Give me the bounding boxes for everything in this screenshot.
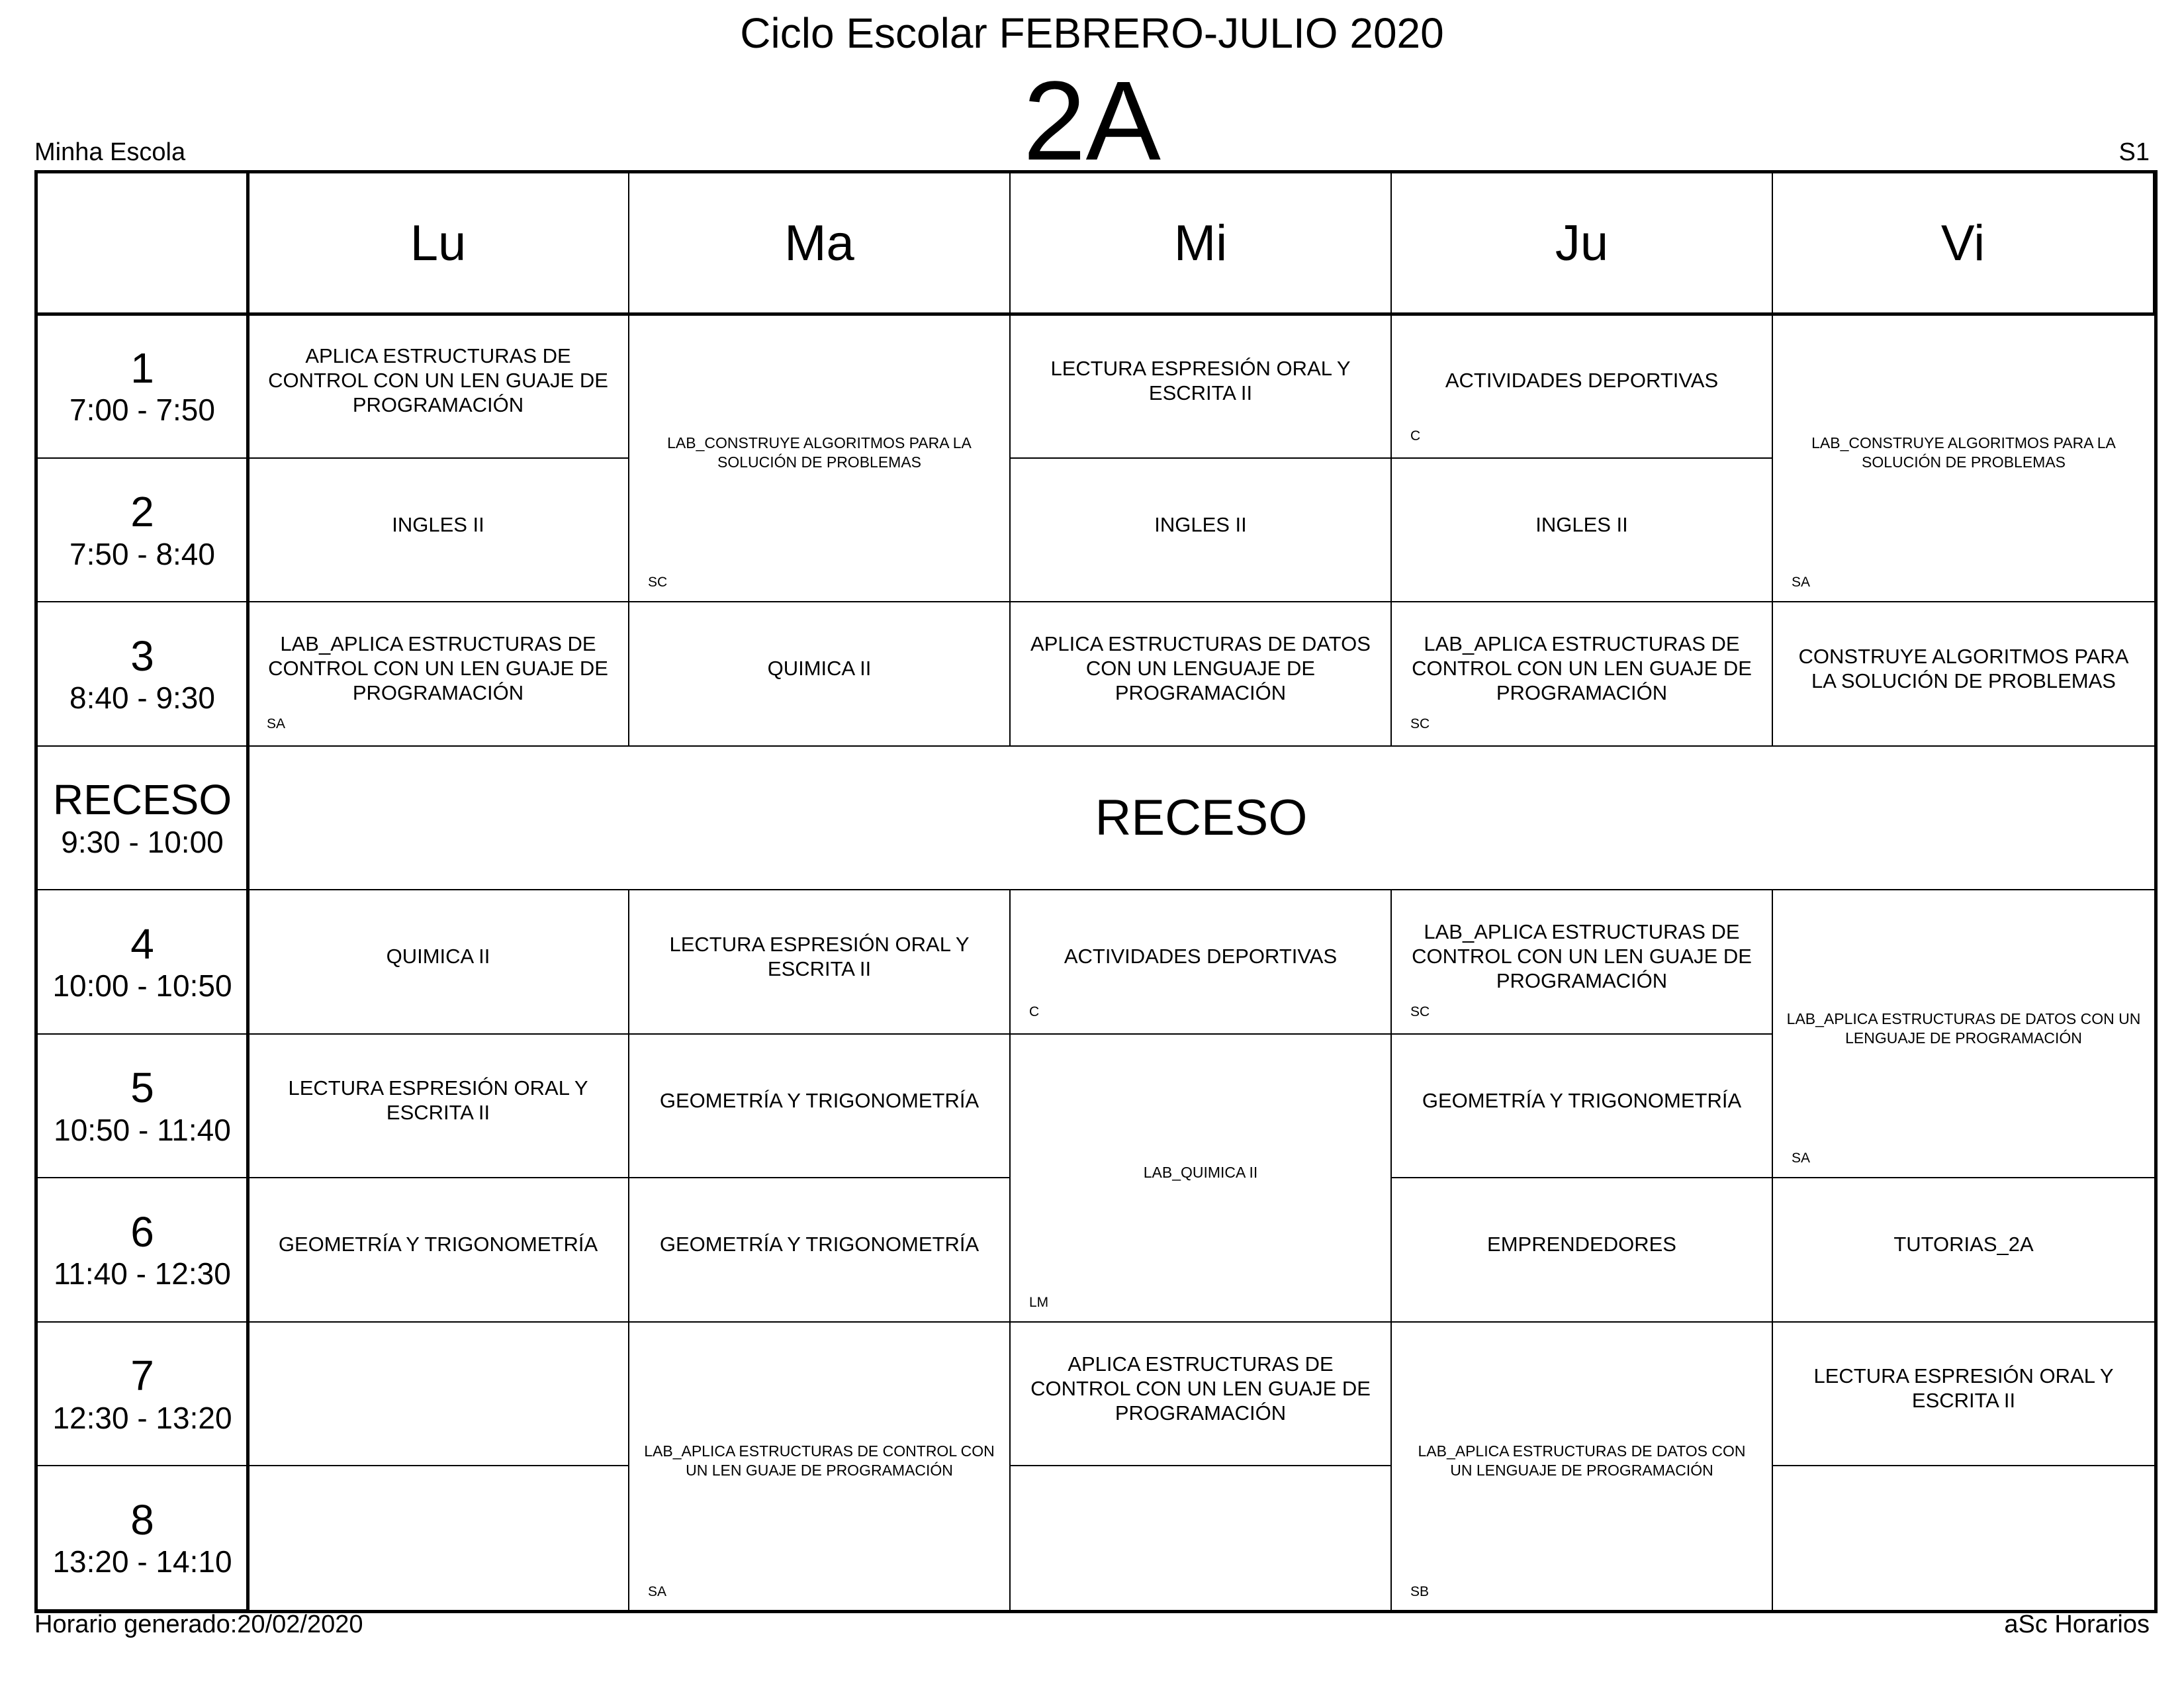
lesson-cell[interactable] (248, 602, 629, 747)
lesson-cell[interactable] (1392, 602, 1773, 747)
lesson-cell[interactable] (248, 314, 629, 459)
timetable-grid (34, 170, 2158, 1613)
lesson-subject: LECTURA ESPRESIÓN ORAL Y ESCRITA II (1050, 356, 1351, 404)
lesson-room: SA (1792, 575, 1811, 590)
period-number: 3 (130, 632, 154, 680)
period-label (38, 459, 248, 603)
sheet-code: S1 (2118, 138, 2150, 166)
period-time: 11:40 - 12:30 (54, 1256, 231, 1291)
period-label (38, 314, 248, 459)
lesson-subject: LAB_QUIMICA II (1143, 1163, 1258, 1181)
lesson-subject: LAB_APLICA ESTRUCTURAS DE CONTROL CON UN LEN GUAJE DE PROGRAMACIÓN (1412, 920, 1752, 993)
lesson-cell[interactable] (1011, 1323, 1392, 1467)
period-time: 9:30 - 10:00 (61, 824, 224, 859)
period-time: 10:00 - 10:50 (52, 968, 232, 1004)
period-time: 13:20 - 14:10 (52, 1544, 232, 1579)
lesson-cell[interactable] (629, 314, 1011, 602)
empty-lesson-cell[interactable] (1773, 1466, 2154, 1611)
lesson-subject: QUIMICA II (767, 657, 872, 680)
lesson-cell[interactable] (248, 1035, 629, 1179)
period-label (38, 1466, 248, 1611)
lesson-subject: LAB_APLICA ESTRUCTURAS DE CONTROL CON UN LEN GUAJE DE PROGRAMACIÓN (1412, 632, 1752, 705)
lesson-cell[interactable] (1011, 1035, 1392, 1323)
lesson-subject: GEOMETRÍA Y TRIGONOMETRÍA (1422, 1088, 1742, 1112)
lesson-subject: APLICA ESTRUCTURAS DE CONTROL CON UN LEN GUAJE DE PROGRAMACIÓN (1030, 1352, 1371, 1425)
header-row-divider (38, 312, 2154, 316)
recess-band (248, 747, 2154, 891)
lesson-cell[interactable] (1773, 314, 2154, 602)
day-label: Ma (784, 215, 854, 271)
empty-lesson-cell[interactable] (248, 1466, 629, 1611)
period-number: 1 (130, 344, 154, 392)
lesson-room: SA (1792, 1150, 1811, 1166)
day-label: Vi (1940, 215, 1985, 271)
lesson-subject: GEOMETRÍA Y TRIGONOMETRÍA (659, 1088, 979, 1112)
lesson-subject: LECTURA ESPRESIÓN ORAL Y ESCRITA II (288, 1076, 588, 1125)
lesson-cell[interactable] (1773, 890, 2154, 1178)
lesson-subject: INGLES II (1154, 512, 1247, 536)
day-header-lu (248, 173, 629, 314)
generated-date: Horario generado:20/02/2020 (34, 1611, 363, 1638)
lesson-cell[interactable] (248, 1178, 629, 1323)
period-label (38, 602, 248, 747)
school-name: Minha Escola (34, 138, 186, 166)
period-number: 2 (130, 488, 154, 536)
lesson-subject: TUTORIAS_2A (1893, 1233, 2034, 1256)
period-time: 10:50 - 11:40 (54, 1112, 231, 1147)
lesson-cell[interactable] (248, 890, 629, 1035)
lesson-room: SB (1410, 1583, 1430, 1599)
day-header-ma (629, 173, 1011, 314)
lesson-cell[interactable] (248, 459, 629, 603)
lesson-subject: APLICA ESTRUCTURAS DE CONTROL CON UN LEN GUAJE DE PROGRAMACIÓN (268, 344, 608, 417)
lesson-cell[interactable] (1773, 1178, 2154, 1323)
lesson-cell[interactable] (1011, 890, 1392, 1035)
day-header-vi (1773, 173, 2154, 314)
lesson-cell[interactable] (1011, 459, 1392, 603)
lesson-subject: LECTURA ESPRESIÓN ORAL Y ESCRITA II (669, 932, 970, 980)
lesson-subject: LAB_APLICA ESTRUCTURAS DE DATOS CON UN LENGUAJE DE PROGRAMACIÓN (1786, 1009, 2141, 1047)
lesson-subject: APLICA ESTRUCTURAS DE DATOS CON UN LENGUAJE DE PROGRAMACIÓN (1030, 632, 1371, 705)
lesson-cell[interactable] (629, 1178, 1011, 1323)
period-time: 7:50 - 8:40 (69, 536, 215, 571)
empty-lesson-cell[interactable] (248, 1323, 629, 1467)
period-time: 8:40 - 9:30 (69, 680, 215, 716)
lesson-cell[interactable] (629, 1323, 1011, 1611)
lesson-subject: EMPRENDEDORES (1487, 1233, 1676, 1256)
lesson-cell[interactable] (629, 602, 1011, 747)
label-column-divider (246, 173, 250, 1610)
lesson-cell[interactable] (1392, 459, 1773, 603)
lesson-cell[interactable] (1773, 602, 2154, 747)
day-header-ju (1392, 173, 1773, 314)
lesson-subject: LAB_APLICA ESTRUCTURAS DE CONTROL CON UN LEN GUAJE DE PROGRAMACIÓN (268, 632, 608, 705)
period-number: 4 (130, 919, 154, 968)
lesson-cell[interactable] (1011, 602, 1392, 747)
lesson-room: SA (267, 716, 286, 731)
lesson-subject: INGLES II (392, 512, 484, 536)
period-number: 8 (130, 1495, 154, 1544)
period-number: 7 (130, 1352, 154, 1399)
lesson-cell[interactable] (1773, 1323, 2154, 1467)
lesson-cell[interactable] (629, 890, 1011, 1035)
period-time: 12:30 - 13:20 (52, 1400, 232, 1435)
period-number: RECESO (52, 776, 232, 823)
lesson-subject: LAB_APLICA ESTRUCTURAS DE DATOS CON UN LENGUAJE DE PROGRAMACIÓN (1418, 1442, 1746, 1479)
lesson-cell[interactable] (1392, 1323, 1773, 1611)
app-name: aSc Horarios (2004, 1611, 2150, 1638)
period-label (38, 1035, 248, 1179)
lesson-cell[interactable] (1392, 1178, 1773, 1323)
lesson-room: LM (1029, 1294, 1049, 1310)
lesson-subject: LAB_CONSTRUYE ALGORITMOS PARA LA SOLUCIÓN DE PROBLEMAS (1811, 434, 2116, 471)
lesson-room: C (1029, 1004, 1040, 1019)
lesson-cell[interactable] (1392, 314, 1773, 459)
lesson-cell[interactable] (1011, 314, 1392, 459)
lesson-room: SC (648, 575, 668, 590)
day-label: Mi (1173, 215, 1228, 271)
lesson-cell[interactable] (1392, 890, 1773, 1035)
period-label (38, 890, 248, 1035)
group-title: 2A (1023, 58, 1161, 184)
day-header-mi (1011, 173, 1392, 314)
lesson-cell[interactable] (1392, 1035, 1773, 1179)
recess-label: RECESO (1095, 789, 1308, 846)
day-label: Ju (1555, 215, 1609, 271)
lesson-subject: ACTIVIDADES DEPORTIVAS (1064, 945, 1338, 968)
lesson-subject: QUIMICA II (386, 945, 490, 968)
lesson-room: SC (1410, 1004, 1430, 1019)
lesson-subject: LECTURA ESPRESIÓN ORAL Y ESCRITA II (1813, 1364, 2114, 1413)
period-number: 5 (130, 1064, 154, 1111)
period-label (38, 1323, 248, 1467)
cycle-title: Ciclo Escolar FEBRERO-JULIO 2020 (740, 9, 1444, 57)
period-number: 6 (130, 1207, 154, 1256)
period-label (38, 1178, 248, 1323)
period-time: 7:00 - 7:50 (69, 393, 215, 428)
lesson-room: SA (648, 1583, 667, 1599)
lesson-subject: GEOMETRÍA Y TRIGONOMETRÍA (659, 1233, 979, 1256)
empty-lesson-cell[interactable] (1011, 1466, 1392, 1611)
lesson-subject: LAB_APLICA ESTRUCTURAS DE CONTROL CON UN LEN GUAJE DE PROGRAMACIÓN (644, 1442, 995, 1479)
lesson-subject: LAB_CONSTRUYE ALGORITMOS PARA LA SOLUCIÓN DE PROBLEMAS (667, 434, 972, 471)
day-label: Lu (410, 215, 467, 271)
lesson-subject: INGLES II (1535, 512, 1628, 536)
lesson-room: C (1410, 428, 1421, 444)
lesson-room: SC (1410, 716, 1430, 731)
corner-cell (38, 173, 248, 314)
period-label (38, 747, 248, 891)
lesson-cell[interactable] (629, 1035, 1011, 1179)
lesson-subject: GEOMETRÍA Y TRIGONOMETRÍA (278, 1233, 598, 1256)
lesson-subject: CONSTRUYE ALGORITMOS PARA LA SOLUCIÓN DE PROBLEMAS (1798, 644, 2129, 692)
lesson-subject: ACTIVIDADES DEPORTIVAS (1445, 369, 1719, 393)
